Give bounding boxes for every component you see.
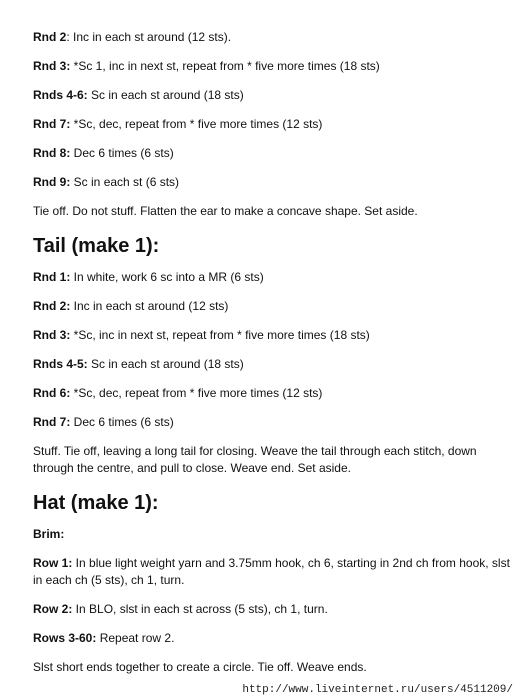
instruction-rnd-3: Rnd 3: *Sc 1, inc in next st, repeat from * five more times (18 sts) — [33, 59, 380, 73]
tail-rnds-4-5: Rnds 4-5: Sc in each st around (18 sts) — [33, 357, 244, 371]
instruction-rnd-2: Rnd 2: Inc in each st around (12 sts). — [33, 30, 232, 44]
tail-rnd-7: Rnd 7: Dec 6 times (6 sts) — [33, 415, 174, 429]
tail-finish-note: Stuff. Tie off, leaving a long tail for closing. Weave the tail through each stitch, down through the centre, and pull to close. Weave end. Set aside. — [33, 444, 477, 475]
pattern-page — [33, 29, 511, 676]
instruction-rnd-9: Rnd 9: Sc in each st (6 sts) — [33, 175, 180, 189]
hat-row-1: Row 1: In blue light weight yarn and 3.75mm hook, ch 6, starting in 2nd ch from hook, slst in each ch (5 sts), ch 1, turn. — [33, 556, 510, 587]
instruction-rnds-4-6: Rnds 4-6: Sc in each st around (18 sts) — [33, 88, 244, 102]
hat-row-2: Row 2: In BLO, slst in each st across (5 sts), ch 1, turn. — [33, 602, 328, 616]
instruction-rnd-7: Rnd 7: *Sc, dec, repeat from * five more times (12 sts) — [33, 117, 323, 131]
instruction-rnd-8: Rnd 8: Dec 6 times (6 sts) — [33, 146, 174, 160]
tail-rnd-2: Rnd 2: Inc in each st around (12 sts) — [33, 299, 229, 313]
hat-finish-note: Slst short ends together to create a circle. Tie off. Weave ends. — [33, 660, 367, 674]
hat-rows-3-60: Rows 3-60: Repeat row 2. — [33, 631, 175, 645]
heading-hat: Hat (make 1): — [33, 492, 159, 514]
tail-rnd-3: Rnd 3: *Sc, inc in next st, repeat from * five more times (18 sts) — [33, 328, 370, 342]
tail-rnd-1: Rnd 1: In white, work 6 sc into a MR (6 sts) — [33, 270, 264, 284]
ear-finish-note: Tie off. Do not stuff. Flatten the ear to make a concave shape. Set aside. — [33, 204, 418, 218]
heading-tail: Tail (make 1): — [33, 235, 160, 257]
hat-brim-label: Brim: — [33, 527, 65, 541]
tail-rnd-6: Rnd 6: *Sc, dec, repeat from * five more times (12 sts) — [33, 386, 323, 400]
watermark-url: http://www.liveinternet.ru/users/4511209/ — [242, 684, 513, 696]
